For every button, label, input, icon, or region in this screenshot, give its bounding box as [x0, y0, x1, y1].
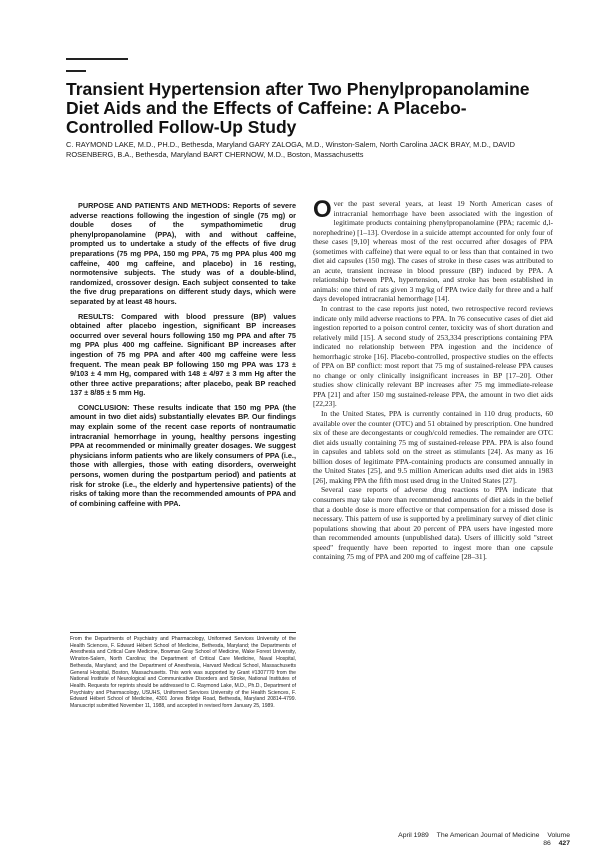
body-text [313, 196, 553, 562]
body-paragraph: Several case reports of adverse drug reactions to PPA indicate that consumers may take more than recommended amounts of diet aids in the belief that a double dose is more effective or that compensation for a missed dose is necessary. This pattern of use is supported by a preliminary survey of diet clinic populations showing that about 20 percent of PPA users have ingested more than recommended amounts (unpublished data). Users of illicitly sold "street speed" frequently have been reported to ingest more than one capsule containing 75 mg of PPA and 200 mg of caffeine [28–31]. [313, 485, 553, 562]
abstract-text: These results indicate that 150 mg PPA (the amount in two diet aids) substantially elevates BP. Our findings may explain some of the recent case reports of nontraumatic intracranial hemorrhage in young, healthy persons ingesting PPA at recommended or minimally greater dosages. We suggest physicians inform patients who are likely consumers of PPA (i.e., those with allergies, those with eating disorders, overweight persons, women during the postpartum period) and patients at risk for stroke (i.e., the elderly and hypertensive patients) of the risks of taking more than the recommended amounts of PPA and of combining caffeine with PPA. [70, 402, 296, 508]
abstract-paragraph [70, 403, 296, 509]
abstract-text: Reports of severe adverse reactions following the ingestion of single (75 mg) or double doses of the sympathomimetic drug phenylpropanolamine (PPA), with and without caffeine, prompted us to undertake a study of the effects of five drug preparations (75 mg PPA, 150 mg PPA, 75 mg PPA plus 400 mg caffeine, 400 mg caffeine, and placebo) in 16 resting, normotensive subjects. The study was of a double-blind, randomized, crossover design. Each subject consented to take the five drug preparations on different study days, which were separated by at least 48 hours. [70, 201, 297, 306]
abstract-paragraph [70, 201, 296, 307]
abstract-heading: RESULTS: [78, 311, 114, 321]
body-paragraph: In contrast to the case reports just noted, two retrospective record reviews indicate only mild adverse reactions to PPA. In 76 consecutive cases of diet aid ingestion reported to a poison control center, toxicity was of short duration and relatively mild [15]. A second study of 253,334 prescriptions containing PPA indicated no relationship between PPA ingestion and the incidence of hemorrhagic stroke [16]. Placebo-controlled, prospective studies on the effects of PPA on BP conflict: most report that 75 mg of sustained-release PPA causes no change or only clinically insignificant increases in BP [17–20]. Other studies show clinically relevant BP increases after 75 mg immediate-release PPA [21] and after 150 mg sustained-release PPA, the amount in two diet aids [22,23]. [313, 304, 553, 409]
author-list: C. RAYMOND LAKE, M.D., PH.D., Bethesda, Maryland GARY ZALOGA, M.D., Winston-Salem, North Carolina JACK BRAY, M.D., DAVID ROSENBERG, B.A., Bethesda, Maryland BART CHERNOW, M.D., Boston, Massachusetts [66, 140, 515, 159]
page-number: 427 [558, 840, 570, 847]
abstract-text: Compared with blood pressure (BP) values obtained after placebo ingestion, significant BP increases occurred over several hours following 150 mg PPA and after 75 mg PPA plus 400 mg caffeine. Significant BP increases after ingestion of 75 mg PPA and after 400 mg caffeine were less frequent. The mean peak BP following 150 mg PPA was 173 ± 9/103 ± 4 mm Hg, compared with 148 ± 4/97 ± 3 mm Hg after the other three active preparations; after placebo, peak BP reached 137 ± 8/85 ± 5 mm Hg. [70, 311, 296, 398]
affiliation-footnote: From the Departments of Psychiatry and Pharmacology, Uniformed Services University of the Health Sciences, F. Edward Hébert School of Medicine, Bethesda, Maryland; the Departments of Anesthesia and Critical Care Medicine, Bowman Gray School of Medicine, Wake Forest University, Winston-Salem, North Carolina; the Department of Critical Care Medicine, Naval Hospital, Bethesda, Maryland; and the Department of Anesthesia, Harvard Medical School, Massachusetts General Hospital, Boston, Massachusetts. This work was supported by Grant #1307770 from the National Institute of Neurological and Communicative Disorders and Stroke, National Institutes of Health. Requests for reprints should be addressed to C. Raymond Lake, M.D., Ph.D., Department of Psychiatry and Pharmacology, USUHS, Uniformed Services University of the Health Sciences, F. Edward Hébert School of Medicine, 4301 Jones Bridge Road, Bethesda, Maryland 20814-4799. Manuscript submitted November 11, 1988, and accepted in revised form January 25, 1989. [70, 632, 296, 710]
article-title: Transient Hypertension after Two Phenylpropanolamine Diet Aids and the Effects of Caffeine: A Placebo-Controlled Follow-Up Study [66, 79, 530, 137]
body-paragraph [313, 196, 553, 304]
body-paragraph: In the United States, PPA is currently contained in 110 drug products, 60 available over the counter (OTC) and 51 obtained by prescription. One hundred six of these are decongestants or cough/cold remedies. The remainder are OTC diet aids usually containing 75 mg of sustained-release PPA. PPA is also found in capsules and tablets sold on the street as stimulants [24]. As many as 16 billion doses of legitimate PPA-containing products are consumed annually in the United States [25], and 9.5 million American adults used diet aids in 1983 [26], making PPA the fifth most used drug in the United States [27]. [313, 409, 553, 485]
footer-journal: The American Journal of Medicine [436, 832, 540, 839]
abstract-heading: CONCLUSION: [78, 402, 130, 412]
top-rule-short [66, 70, 86, 72]
body-paragraph-text: ver the past several years, at least 19 North American cases of intracranial hemorrhage have been associated with the ingestion of legitimate products containing phenylpropanolamine (PPA; racemic d,l-norephedrine) [1–13]. Overdose in a suicide attempt accounted for only four of these cases [9,10] whereas most of the rest occurred after dosages of PPA (sometimes with caffeine) that were equal to or less than that contained in two diet aid capsules (150 mg). The cases of stroke in these cases was attributed to an acute, transient increase in blood pressure (BP) induced by PPA. A relationship between PPA, hypertension, and stroke has been established in animals: one third of rats given 3 mg/kg of PPA twice daily for three and a half days developed intracranial hemorrhage [14]. [313, 199, 553, 304]
abstract-heading: PURPOSE AND PATIENTS AND METHODS: [78, 201, 230, 210]
top-rule [66, 58, 128, 60]
drop-cap: O [313, 196, 332, 223]
abstract-paragraph [70, 312, 296, 398]
footer-volume: Volume 86 [543, 832, 570, 847]
page-footer [390, 832, 570, 848]
abstract [70, 201, 296, 513]
footer-date: April 1989 [398, 832, 429, 839]
